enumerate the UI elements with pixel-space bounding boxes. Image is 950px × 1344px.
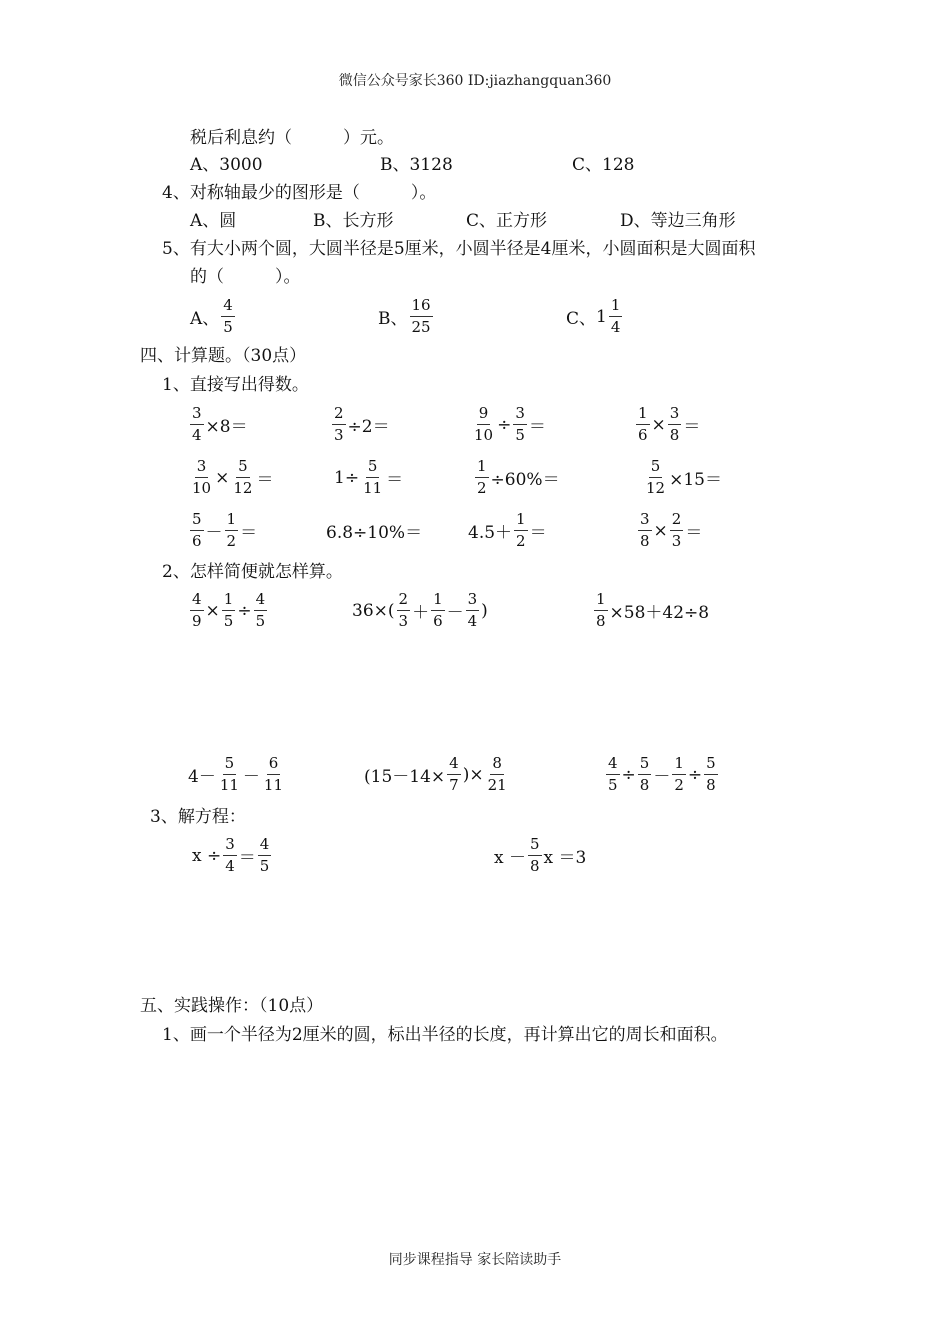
numerator: 3	[195, 457, 209, 478]
numerator: 2	[397, 590, 411, 611]
expr-text: 6.8÷10%＝	[326, 522, 423, 543]
section5-part1: 1、画一个半径为2厘米的圆，标出半径的长度，再计算出它的周长和面积。	[162, 1025, 728, 1045]
numerator: 16	[410, 296, 433, 317]
q5-option-b-label: B、	[378, 309, 408, 329]
numerator: 1	[222, 590, 236, 611]
fraction	[332, 404, 346, 445]
fraction	[223, 835, 237, 876]
expr-lead: 36×	[352, 600, 388, 621]
divide-sign: ÷	[497, 414, 512, 435]
fraction	[466, 590, 480, 631]
expr-tail: ×15＝	[669, 470, 722, 490]
numerator: 3	[513, 404, 527, 425]
numerator: 2	[332, 404, 346, 425]
fraction	[670, 510, 684, 551]
fraction	[190, 510, 204, 551]
expr-tail: ÷60%＝	[490, 470, 560, 490]
denominator: 3	[334, 426, 344, 444]
denominator: 2	[226, 532, 237, 550]
denominator: 11	[219, 776, 239, 794]
expr-lead: 1÷	[334, 467, 360, 488]
calc1-r3-a	[188, 510, 257, 551]
q4-option-d: D、等边三角形	[620, 211, 736, 231]
divide-sign: ÷	[237, 600, 252, 621]
expr-tail: ＝	[386, 470, 404, 490]
calc1-r2-a	[188, 457, 273, 498]
denominator: 5	[608, 776, 618, 794]
numerator: 2	[670, 510, 684, 531]
fraction	[668, 404, 682, 445]
calc2-b	[352, 590, 488, 631]
section4-title: 四、计算题。（30点）	[140, 346, 307, 366]
numerator: 4	[190, 590, 204, 611]
fraction	[190, 404, 204, 445]
fraction	[475, 457, 489, 498]
numerator: 4	[258, 835, 272, 856]
denominator: 5	[223, 612, 234, 630]
equals-sign: ＝	[528, 417, 546, 437]
expr-tail: ÷2＝	[347, 417, 390, 437]
fraction	[258, 835, 272, 876]
times-sign: ×	[651, 414, 666, 435]
plus-sign: ＋	[412, 603, 430, 623]
expr-lead: 4.5＋	[468, 523, 513, 543]
numerator: 8	[490, 754, 504, 775]
q5-line1: 5、有大小两个圆，大圆半径是5厘米，小圆半径是4厘米，小圆面积是大圆面积	[162, 239, 756, 259]
fraction	[514, 510, 528, 551]
minus-sign: －	[242, 767, 260, 787]
section4-part3-title: 3、解方程：	[150, 807, 246, 827]
fraction	[225, 510, 239, 551]
expr-tail: ×58＋42÷8	[609, 603, 710, 623]
numerator: 3	[190, 404, 204, 425]
numerator: 1	[636, 404, 650, 425]
numerator: 9	[477, 404, 491, 425]
fraction	[190, 590, 204, 631]
times-sign: ×	[215, 467, 230, 488]
numerator: 6	[267, 754, 281, 775]
denominator: 6	[192, 532, 202, 550]
numerator: 1	[672, 754, 686, 775]
numerator: 5	[528, 835, 542, 856]
q4-text: 4、对称轴最少的图形是（ ）。	[162, 183, 437, 203]
q3-option-b: B、3128	[380, 155, 453, 175]
numerator: 4	[606, 754, 620, 775]
q5-option-a	[190, 296, 237, 337]
calc1-r3-d	[636, 510, 702, 551]
calc1-r1-b	[330, 404, 390, 445]
numerator: 4	[221, 296, 235, 317]
page-footer: 同步课程指导 家长陪读助手	[388, 1252, 562, 1268]
numerator: 3	[638, 510, 652, 531]
denominator: 5	[255, 612, 266, 630]
denominator: 4	[467, 612, 478, 630]
q5-option-b	[378, 296, 435, 337]
denominator: 3	[398, 612, 409, 630]
fraction	[218, 754, 241, 795]
page-header: 微信公众号家长360 ID:jiazhangquan360	[338, 73, 612, 89]
numerator: 1	[594, 590, 608, 611]
q5-option-c-label: C、	[566, 309, 597, 329]
fraction	[222, 590, 236, 631]
equals-sign: ＝	[256, 470, 274, 490]
fraction	[528, 835, 542, 876]
denominator: 5	[223, 318, 233, 336]
equals-sign: ＝	[238, 848, 256, 868]
fraction	[472, 404, 495, 445]
fraction	[254, 590, 268, 631]
fraction	[447, 754, 461, 795]
calc1-r3-c	[468, 510, 547, 551]
fraction	[231, 457, 254, 498]
calc1-r2-d	[642, 457, 722, 498]
denominator: 2	[674, 776, 684, 794]
denominator: 6	[638, 426, 648, 444]
fraction	[262, 754, 285, 795]
equals-sign: ＝	[685, 523, 703, 543]
section4-part2-title: 2、怎样简便就怎样算。	[162, 562, 343, 582]
calc1-r2-c	[473, 457, 560, 498]
minus-sign: －	[446, 603, 464, 623]
numerator: 4	[254, 590, 268, 611]
fraction	[636, 404, 650, 445]
numerator: 4	[447, 754, 461, 775]
numerator: 1	[475, 457, 489, 478]
calc1-r1-d	[634, 404, 700, 445]
numerator: 3	[223, 835, 237, 856]
calc1-r3-b	[326, 510, 422, 550]
times-sign: ×	[653, 520, 668, 541]
divide-sign: ÷	[687, 764, 703, 785]
numerator: 1	[514, 510, 528, 531]
fraction	[609, 296, 623, 337]
calc1-r2-b	[334, 457, 403, 498]
denominator: 7	[449, 776, 459, 794]
denominator: 5	[259, 857, 270, 875]
calc2-a	[188, 590, 269, 631]
denominator: 9	[192, 612, 202, 630]
denominator: 10	[192, 479, 212, 497]
calc1-r1-c	[470, 404, 546, 445]
q5-line2: 的（ ）。	[190, 267, 301, 287]
denominator: 25	[411, 318, 431, 336]
times-sign: ×	[205, 600, 220, 621]
numerator: 3	[668, 404, 682, 425]
denominator: 2	[477, 479, 487, 497]
denominator: 12	[646, 479, 666, 497]
expr-mid: )×	[462, 764, 484, 785]
fraction	[190, 457, 213, 498]
fraction	[606, 754, 620, 795]
numerator: 1	[431, 590, 445, 611]
denominator: 11	[263, 776, 284, 794]
minus-sign: －	[205, 523, 223, 543]
calc2-f	[604, 754, 720, 795]
fraction	[638, 754, 652, 795]
fraction	[672, 754, 686, 795]
calc2-e	[364, 754, 511, 795]
denominator: 8	[639, 776, 650, 794]
denominator: 4	[192, 426, 202, 444]
fraction	[513, 404, 527, 445]
fraction	[704, 754, 718, 795]
fraction	[431, 590, 445, 631]
expr-lead: (15－14×	[364, 767, 446, 787]
numerator: 5	[223, 754, 237, 775]
numerator: 5	[704, 754, 718, 775]
mixed-whole: 1	[596, 306, 607, 327]
denominator: 5	[515, 426, 525, 444]
expr-tail: ×8＝	[205, 417, 248, 437]
denominator: 21	[487, 776, 507, 794]
numerator: 1	[609, 296, 623, 317]
calc2-c	[592, 590, 709, 631]
equation-b	[494, 835, 586, 876]
denominator: 6	[433, 612, 443, 630]
divide-sign: ÷	[621, 764, 636, 785]
q4-option-a: A、圆	[190, 211, 237, 231]
denominator: 8	[596, 612, 606, 630]
numerator: 3	[466, 590, 480, 611]
right-paren: )	[481, 600, 488, 621]
minus-sign: －	[653, 767, 671, 787]
left-paren: (	[387, 600, 395, 621]
denominator: 11	[363, 479, 383, 497]
denominator: 8	[706, 776, 716, 794]
denominator: 2	[516, 532, 526, 550]
calc1-r1-a	[188, 404, 248, 445]
equals-sign: ＝	[240, 523, 258, 543]
numerator: 1	[225, 510, 239, 531]
fraction	[361, 457, 384, 498]
q5-option-c	[566, 296, 624, 337]
expr-lead: 4－	[188, 767, 216, 787]
denominator: 4	[610, 318, 621, 336]
denominator: 8	[640, 532, 650, 550]
denominator: 10	[474, 426, 494, 444]
q3-option-a: A、3000	[190, 155, 263, 175]
numerator: 5	[236, 457, 250, 478]
numerator: 5	[190, 510, 204, 531]
fraction	[594, 590, 608, 631]
fraction	[486, 754, 509, 795]
equation-a	[192, 835, 273, 876]
numerator: 5	[649, 457, 663, 478]
denominator: 8	[669, 426, 680, 444]
denominator: 8	[530, 857, 540, 875]
fraction	[644, 457, 667, 498]
equals-sign: ＝	[683, 417, 701, 437]
fraction	[410, 296, 433, 337]
denominator: 4	[225, 857, 235, 875]
fraction	[638, 510, 652, 551]
numerator: 5	[638, 754, 652, 775]
section5-title: 五、实践操作：（10点）	[140, 996, 324, 1016]
expr-lead: x ÷	[192, 845, 222, 866]
denominator: 3	[671, 532, 682, 550]
fraction	[397, 590, 411, 631]
numerator: 5	[366, 457, 380, 478]
expr-lead: x －	[494, 848, 526, 868]
q4-option-b: B、长方形	[313, 211, 394, 231]
q4-option-c: C、正方形	[466, 211, 548, 231]
q5-option-a-label: A、	[190, 309, 220, 329]
expr-tail: ＝	[529, 523, 547, 543]
q3-text: 税后利息约（ ）元。	[190, 128, 394, 148]
q3-option-c: C、128	[572, 155, 635, 175]
denominator: 12	[233, 479, 253, 497]
section4-part1-title: 1、直接写出得数。	[162, 375, 309, 395]
calc2-d	[188, 754, 287, 795]
expr-tail: x ＝3	[543, 848, 587, 868]
fraction	[221, 296, 235, 337]
